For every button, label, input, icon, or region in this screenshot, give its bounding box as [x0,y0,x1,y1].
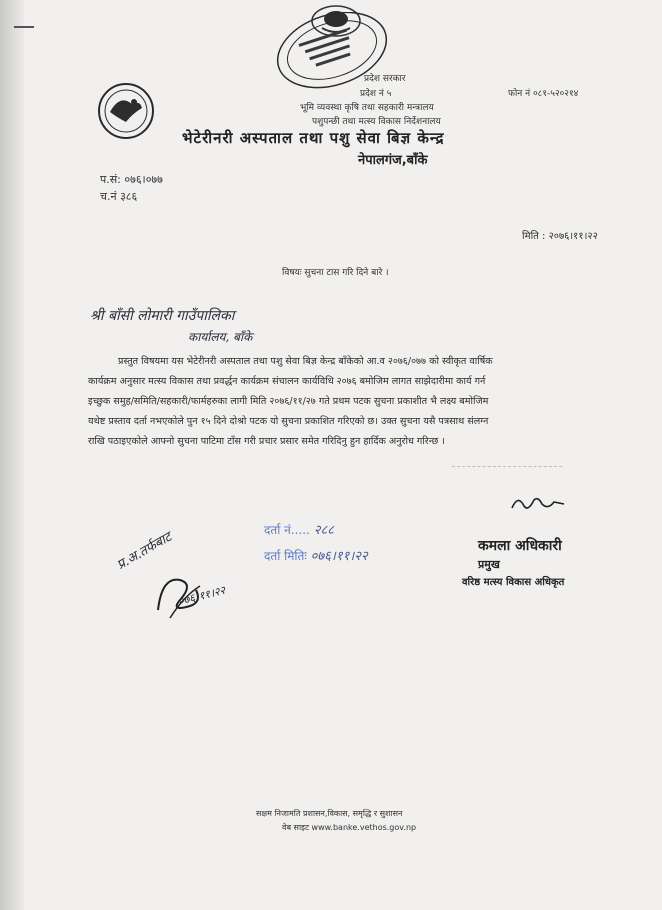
body-line: कार्यक्रम अनुसार मत्स्य विकास तथा प्रवर्द्धन कार्यक्रम संचालन कार्यविधि २०७६ बमोजिम लागत साझेदारीमा कार्य गर्न [88,376,486,387]
signatory-title: वरिष्ठ मत्स्य विकास अधिकृत [462,577,565,588]
reference-block [100,172,163,204]
province-number: प्रदेश नं ५ [360,89,392,99]
body-line: राखि पठाइएकोले आफ्नो सुचना पाटिमा टाँस गरी प्रचार प्रसार समेत गरिदिनु हुन हार्दिक अनुरोध गरिन्छ । [88,436,445,447]
recipient-line-2: कार्यालय, बाँके [188,330,253,344]
ministry-name: भूमि व्यवस्था कृषि तथा सहकारी मन्त्रालय [300,103,434,113]
registration-stamp [264,520,368,564]
body-line: प्रस्तुत विषयमा यस भेटेरीनरी अस्पताल तथा पशु सेवा बिज्ञ केन्द्र बाँकेको आ.व २०७६/०७७ को स्वीकृत वार्षिक [118,356,493,367]
signatory-role: प्रमुख [478,558,500,571]
signatory-name: कमला अधिकारी [478,538,562,554]
department-logo-icon [96,82,156,140]
province-govt: प्रदेश सरकार [364,74,406,84]
footer-website: वेब साइट www.banke.vethos.gov.np [282,823,417,832]
left-signature-date: ०७६।११।२२ [176,583,227,609]
footer-motto: सक्षम निजामति प्रशासन,विकास, समृद्धि र सुशासन [256,809,403,818]
body-line: इच्छुक समुह/समिति/सहकारी/फार्महरुका लागी मिति २०७६/११/२७ गते प्रथम पटक सुचना प्रकाशीत भै लक्ष्य बमोजिम [88,396,489,407]
directorate-name: पशुपन्छी तथा मत्स्य विकास निर्देशनालय [312,117,441,127]
letter-date: मिति : २०७६।११।२२ [522,231,598,242]
patra-sankhya: प.सं: ०७६।०७७ [100,173,163,186]
darta-date-label: दर्ता मितिः [264,549,307,563]
corner-mark [14,26,34,28]
darta-date-value: ०७६।११।२२ [310,549,368,564]
scan-shadow [0,0,24,910]
body-paragraph [88,352,566,452]
separator-dots [452,466,562,467]
signature-scribble-icon [508,490,568,516]
phone-number: फोन नं ०८१-५२०२१४ [508,89,579,99]
letter-subject: विषयः सुचना टास गरि दिने बारे । [282,268,389,278]
darta-number-value: २८८ [313,523,334,538]
body-line: यथेष्ट प्रस्ताव दर्ता नभएकोले पुन १५ दिने दोश्रो पटक यो सुचना प्रकाशित गरिएको छ। उक्त सुचना यसै पत्रसाथ संलग्न [88,416,489,427]
office-name: भेटेरीनरी अस्पताल तथा पशु सेवा बिज्ञ केन्द्र [182,129,445,147]
chalani-number: च.नं ३८६ [100,190,138,203]
recipient-line-1: श्री बाँसी लोमारी गाउँपालिका [90,308,235,324]
office-address: नेपालगंज,बाँके [358,153,428,168]
left-initials: प्र.अ.तर्फबाट [114,529,175,573]
darta-number-label: दर्ता नं..... [264,523,310,537]
